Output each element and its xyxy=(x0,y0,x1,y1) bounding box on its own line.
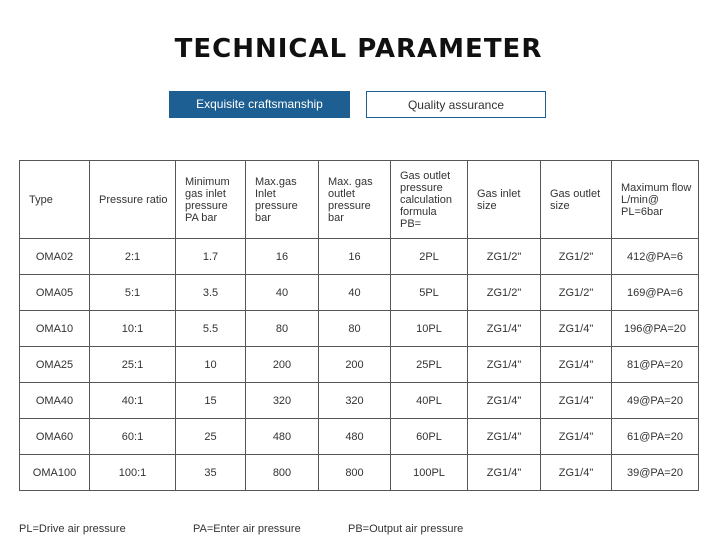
table-cell: 5.5 xyxy=(176,311,246,347)
table-cell: 25 xyxy=(176,419,246,455)
table-cell: ZG1/4" xyxy=(541,347,612,383)
table-cell: 480 xyxy=(246,419,319,455)
table-cell: ZG1/4" xyxy=(468,455,541,491)
table-cell: ZG1/4" xyxy=(541,383,612,419)
header-max-outlet-pressure: Max. gas outlet pressure bar xyxy=(319,161,391,239)
table-cell: 81@PA=20 xyxy=(612,347,699,383)
table-cell: 39@PA=20 xyxy=(612,455,699,491)
page-title: TECHNICAL PARAMETER xyxy=(174,34,543,64)
table-cell: 412@PA=6 xyxy=(612,239,699,275)
table-cell: 15 xyxy=(176,383,246,419)
table-row xyxy=(20,455,699,491)
table-cell: 1.7 xyxy=(176,239,246,275)
table-cell: ZG1/2" xyxy=(541,239,612,275)
table-header-row xyxy=(20,161,699,239)
table-cell: 16 xyxy=(246,239,319,275)
table-row xyxy=(20,347,699,383)
table-cell: 80 xyxy=(246,311,319,347)
tab-exquisite-craftsmanship[interactable]: Exquisite craftsmanship xyxy=(169,91,350,118)
table-cell: 25:1 xyxy=(90,347,176,383)
header-max-flow: Maximum flow L/min@ PL=6bar xyxy=(612,161,699,239)
table-cell: OMA25 xyxy=(20,347,90,383)
table-cell: 25PL xyxy=(391,347,468,383)
table-cell: 169@PA=6 xyxy=(612,275,699,311)
table-cell: 60PL xyxy=(391,419,468,455)
table-cell: OMA100 xyxy=(20,455,90,491)
header-outlet-formula: Gas outlet pressure calculation formula PB= xyxy=(391,161,468,239)
table-cell: 35 xyxy=(176,455,246,491)
table-cell: OMA02 xyxy=(20,239,90,275)
table-cell: 3.5 xyxy=(176,275,246,311)
footnote-pa: PA=Enter air pressure xyxy=(193,523,301,535)
table-cell: OMA10 xyxy=(20,311,90,347)
table-cell: 40PL xyxy=(391,383,468,419)
table-cell: 60:1 xyxy=(90,419,176,455)
table-row xyxy=(20,275,699,311)
table-cell: ZG1/4" xyxy=(468,347,541,383)
table-row xyxy=(20,383,699,419)
table-cell: 40 xyxy=(246,275,319,311)
table-cell: 80 xyxy=(319,311,391,347)
technical-parameter-table xyxy=(19,160,699,491)
header-max-inlet-pressure: Max.gas Inlet pressure bar xyxy=(246,161,319,239)
header-type: Type xyxy=(20,161,90,239)
table-cell: OMA60 xyxy=(20,419,90,455)
table-cell: ZG1/4" xyxy=(541,455,612,491)
table-cell: 49@PA=20 xyxy=(612,383,699,419)
table-row xyxy=(20,239,699,275)
table-cell: 2PL xyxy=(391,239,468,275)
table-cell: ZG1/4" xyxy=(468,311,541,347)
table-cell: ZG1/2" xyxy=(541,275,612,311)
footnote-pl: PL=Drive air pressure xyxy=(19,523,126,535)
table-cell: 61@PA=20 xyxy=(612,419,699,455)
table-cell: 800 xyxy=(246,455,319,491)
table-cell: 100PL xyxy=(391,455,468,491)
table-cell: ZG1/2" xyxy=(468,275,541,311)
header-gas-inlet-size: Gas inlet size xyxy=(468,161,541,239)
table-cell: 320 xyxy=(319,383,391,419)
tab-quality-assurance[interactable]: Quality assurance xyxy=(366,91,546,118)
table-cell: 10 xyxy=(176,347,246,383)
table-cell: OMA40 xyxy=(20,383,90,419)
table-cell: 40:1 xyxy=(90,383,176,419)
table-cell: 5:1 xyxy=(90,275,176,311)
table-cell: ZG1/2" xyxy=(468,239,541,275)
table-cell: 16 xyxy=(319,239,391,275)
table-cell: 10:1 xyxy=(90,311,176,347)
table-cell: 480 xyxy=(319,419,391,455)
table-cell: 100:1 xyxy=(90,455,176,491)
table-cell: 2:1 xyxy=(90,239,176,275)
table-cell: 40 xyxy=(319,275,391,311)
header-gas-outlet-size: Gas outlet size xyxy=(541,161,612,239)
table-cell: 5PL xyxy=(391,275,468,311)
table-cell: OMA05 xyxy=(20,275,90,311)
table-row xyxy=(20,311,699,347)
header-pressure-ratio: Pressure ratio xyxy=(90,161,176,239)
table-cell: 196@PA=20 xyxy=(612,311,699,347)
table-cell: ZG1/4" xyxy=(468,419,541,455)
table-cell: 320 xyxy=(246,383,319,419)
table-cell: ZG1/4" xyxy=(468,383,541,419)
table-cell: ZG1/4" xyxy=(541,311,612,347)
table-cell: 800 xyxy=(319,455,391,491)
table-cell: 200 xyxy=(319,347,391,383)
table-cell: ZG1/4" xyxy=(541,419,612,455)
table-cell: 200 xyxy=(246,347,319,383)
header-min-inlet-pressure: Minimum gas inlet pressure PA bar xyxy=(176,161,246,239)
table-cell: 10PL xyxy=(391,311,468,347)
table-row xyxy=(20,419,699,455)
footnote-pb: PB=Output air pressure xyxy=(348,523,464,535)
